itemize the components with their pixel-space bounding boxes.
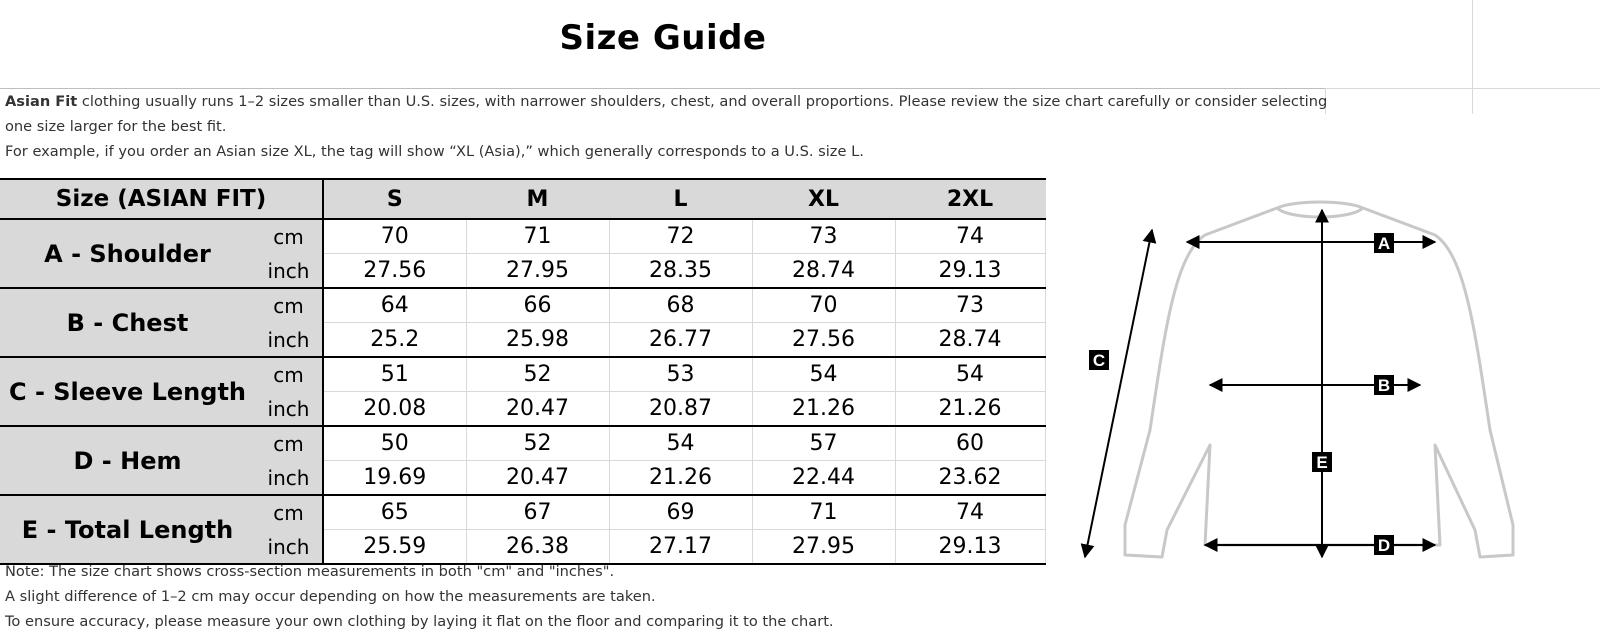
value-cell: 68 bbox=[609, 288, 752, 323]
unit-inch: inch bbox=[255, 254, 323, 289]
table-row bbox=[0, 495, 1045, 530]
value-cell: 64 bbox=[323, 288, 466, 323]
value-cell: 20.08 bbox=[323, 392, 466, 427]
unit-inch: inch bbox=[255, 530, 323, 565]
size-header-cell: M bbox=[466, 179, 609, 219]
label-b: B bbox=[1377, 376, 1391, 395]
label-d-badge bbox=[1374, 535, 1394, 555]
unit-inch: inch bbox=[255, 392, 323, 427]
value-cell: 27.56 bbox=[323, 254, 466, 289]
size-table bbox=[0, 178, 1046, 565]
size-header-cell: L bbox=[609, 179, 752, 219]
intro-line-2: one size larger for the best fit. bbox=[5, 118, 227, 135]
label-a-badge bbox=[1374, 233, 1394, 253]
value-cell: 71 bbox=[466, 219, 609, 254]
value-cell: 21.26 bbox=[895, 392, 1045, 427]
unit-cm: cm bbox=[255, 219, 323, 254]
value-cell: 20.87 bbox=[609, 392, 752, 427]
label-d: D bbox=[1377, 536, 1391, 555]
note-line-3: To ensure accuracy, please measure your own clothing by laying it flat on the floor and comparing it to the chart. bbox=[5, 613, 834, 630]
value-cell: 54 bbox=[752, 357, 895, 392]
measurement-label: E - Total Length bbox=[0, 495, 255, 564]
value-cell: 27.17 bbox=[609, 530, 752, 565]
table-row bbox=[0, 219, 1045, 254]
intro-line-1 bbox=[5, 93, 1327, 110]
value-cell: 70 bbox=[752, 288, 895, 323]
unit-inch: inch bbox=[255, 461, 323, 496]
value-cell: 72 bbox=[609, 219, 752, 254]
unit-cm: cm bbox=[255, 426, 323, 461]
unit-inch: inch bbox=[255, 323, 323, 358]
label-e: E bbox=[1316, 453, 1328, 472]
sheet-gridline bbox=[1326, 88, 1600, 89]
value-cell: 27.95 bbox=[466, 254, 609, 289]
size-header-cell: 2XL bbox=[895, 179, 1045, 219]
measurement-label: B - Chest bbox=[0, 288, 255, 357]
value-cell: 22.44 bbox=[752, 461, 895, 496]
value-cell: 52 bbox=[466, 426, 609, 461]
measurement-label: D - Hem bbox=[0, 426, 255, 495]
measure-line-c bbox=[1085, 230, 1152, 557]
value-cell: 71 bbox=[752, 495, 895, 530]
value-cell: 25.2 bbox=[323, 323, 466, 358]
table-row bbox=[0, 357, 1045, 392]
value-cell: 74 bbox=[895, 495, 1045, 530]
note-line-2: A slight difference of 1–2 cm may occur depending on how the measurements are taken. bbox=[5, 588, 656, 605]
label-e-badge bbox=[1312, 452, 1332, 472]
value-cell: 52 bbox=[466, 357, 609, 392]
value-cell: 27.95 bbox=[752, 530, 895, 565]
value-cell: 54 bbox=[609, 426, 752, 461]
value-cell: 69 bbox=[609, 495, 752, 530]
label-a: A bbox=[1377, 234, 1391, 253]
value-cell: 28.74 bbox=[895, 323, 1045, 358]
intro-line-3: For example, if you order an Asian size XL, the tag will show “XL (Asia),” which generally corresponds to a U.S. size L. bbox=[5, 143, 864, 160]
label-b-badge bbox=[1374, 375, 1394, 395]
sheet-gridline bbox=[1472, 0, 1473, 114]
size-header-label: Size (ASIAN FIT) bbox=[0, 179, 323, 219]
value-cell: 73 bbox=[752, 219, 895, 254]
intro-line-1-text: clothing usually runs 1–2 sizes smaller than U.S. sizes, with narrower shoulders, chest, and overall proportions. Please review the size chart carefully or consider selecting bbox=[77, 93, 1328, 110]
unit-cm: cm bbox=[255, 357, 323, 392]
table-row bbox=[0, 288, 1045, 323]
value-cell: 19.69 bbox=[323, 461, 466, 496]
label-c-badge bbox=[1089, 350, 1109, 370]
value-cell: 27.56 bbox=[752, 323, 895, 358]
value-cell: 25.98 bbox=[466, 323, 609, 358]
value-cell: 57 bbox=[752, 426, 895, 461]
measurement-label: C - Sleeve Length bbox=[0, 357, 255, 426]
unit-cm: cm bbox=[255, 288, 323, 323]
value-cell: 67 bbox=[466, 495, 609, 530]
intro-bold: Asian Fit bbox=[5, 93, 78, 110]
value-cell: 28.35 bbox=[609, 254, 752, 289]
size-header-cell: XL bbox=[752, 179, 895, 219]
value-cell: 26.38 bbox=[466, 530, 609, 565]
value-cell: 21.26 bbox=[609, 461, 752, 496]
value-cell: 66 bbox=[466, 288, 609, 323]
value-cell: 54 bbox=[895, 357, 1045, 392]
note-line-1: Note: The size chart shows cross-section measurements in both "cm" and "inches". bbox=[5, 563, 615, 580]
value-cell: 21.26 bbox=[752, 392, 895, 427]
page-title: Size Guide bbox=[559, 18, 767, 58]
value-cell: 65 bbox=[323, 495, 466, 530]
sheet-gridline bbox=[0, 88, 1326, 89]
value-cell: 74 bbox=[895, 219, 1045, 254]
value-cell: 29.13 bbox=[895, 530, 1045, 565]
value-cell: 50 bbox=[323, 426, 466, 461]
table-row bbox=[0, 426, 1045, 461]
value-cell: 73 bbox=[895, 288, 1045, 323]
value-cell: 53 bbox=[609, 357, 752, 392]
measurement-label: A - Shoulder bbox=[0, 219, 255, 288]
size-header-row bbox=[0, 179, 1045, 219]
value-cell: 29.13 bbox=[895, 254, 1045, 289]
value-cell: 28.74 bbox=[752, 254, 895, 289]
unit-cm: cm bbox=[255, 495, 323, 530]
value-cell: 70 bbox=[323, 219, 466, 254]
value-cell: 25.59 bbox=[323, 530, 466, 565]
value-cell: 26.77 bbox=[609, 323, 752, 358]
value-cell: 20.47 bbox=[466, 392, 609, 427]
size-header-cell: S bbox=[323, 179, 466, 219]
label-c: C bbox=[1092, 351, 1106, 370]
value-cell: 51 bbox=[323, 357, 466, 392]
value-cell: 23.62 bbox=[895, 461, 1045, 496]
value-cell: 20.47 bbox=[466, 461, 609, 496]
sweater-outline bbox=[1125, 202, 1513, 557]
value-cell: 60 bbox=[895, 426, 1045, 461]
sweater-diagram bbox=[1092, 200, 1565, 580]
